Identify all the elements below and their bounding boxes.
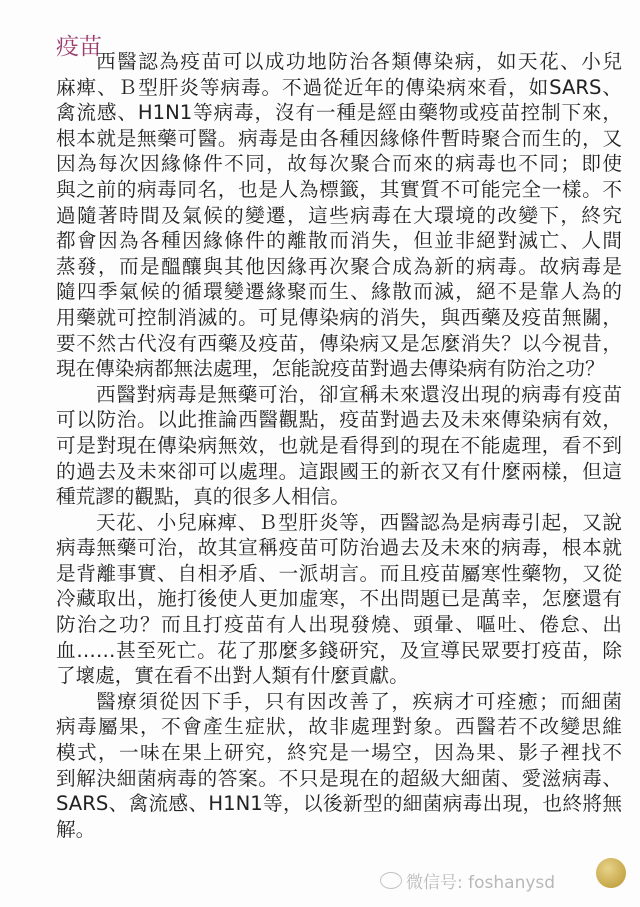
logo-badge <box>596 858 626 888</box>
wechat-icon <box>380 872 402 889</box>
text-line: 了壞處，實在看不出對人類有什麼貢獻。 <box>56 664 409 688</box>
text-line: 與之前的病毒同名，也是人為標籤，其實質不可能完全一樣。不 <box>56 177 622 201</box>
text-line: 醫療須從因下手，只有因改善了，疾病才可痊癒；而細菌 <box>96 689 622 713</box>
text-line: 西醫認為疫苗可以成功地防治各類傳染病，如天花、小兒 <box>96 50 622 73</box>
text-line: 西醫對病毒是無藥可治，卻宣稱未來還沒出現的病毒有疫苗 <box>96 382 622 406</box>
text-line: 現在傳染病都無法處理，怎能說疫苗對過去傳染病有防治之功？ <box>56 357 605 381</box>
watermark <box>380 868 555 893</box>
text-line: 冷藏取出，施打後使人更加虛寒，不出問題已是萬幸，怎麼還有 <box>56 587 622 611</box>
text-line: 病毒屬果，不會產生症狀，故非處理對象。西醫若不改變思維 <box>56 715 622 739</box>
text-line: 防治之功？而且打疫苗有人出現發燒、頭暈、嘔吐、倦怠、出 <box>56 613 622 637</box>
text-line: 過隨著時間及氣候的變遷，這些病毒在大環境的改變下，終究 <box>56 203 622 227</box>
text-line: 的過去及未來卻可以處理。這跟國王的新衣又有什麼兩樣，但這 <box>56 459 622 483</box>
text-line: 蒸發，而是醞釀與其他因緣再次聚合成為新的病毒。故病毒是 <box>56 254 622 278</box>
text-line: 隨四季氣候的循環變遷緣聚而生、緣散而滅，絕不是靠人為的 <box>56 280 622 304</box>
text-line: 都會因為各種因緣條件的離散而消失，但並非絕對滅亡、人間 <box>56 229 622 253</box>
article-body <box>56 49 622 842</box>
text-line: 病毒無藥可治，故其宣稱疫苗可防治過去及未來的病毒，根本就 <box>56 536 622 560</box>
text-line: 解。 <box>56 817 96 841</box>
text-line: SARS、禽流感、H1N1等，以後新型的細菌病毒出現，也終將無 <box>56 792 622 816</box>
text-line: 禽流感、H1N1等病毒，沒有一種是經由藥物或疫苗控制下來， <box>56 101 622 125</box>
text-line: 因為每次因緣條件不同，故每次聚合而來的病毒也不同；即使 <box>56 152 622 176</box>
watermark-text: 微信号: foshanysd <box>406 873 556 893</box>
text-line: 可是對現在傳染病無效，也就是看得到的現在不能處理，看不到 <box>56 433 622 457</box>
text-line: 是背離事實、自相矛盾、一派胡言。而且疫苗屬寒性藥物，又從 <box>56 561 622 585</box>
text-line: 血……甚至死亡。花了那麼多錢研究，及宣導民眾要打疫苗，除 <box>56 638 622 662</box>
text-line: 用藥就可控制消滅的。可見傳染病的消失，與西藥及疫苗無關， <box>56 305 622 329</box>
text-line: 可以防治。以此推論西醫觀點，疫苗對過去及未來傳染病有效， <box>56 408 622 432</box>
text-line: 根本就是無藥可醫。病毒是由各種因緣條件暫時聚合而生的，又 <box>56 126 622 150</box>
text-line: 天花、小兒麻痺、Ｂ型肝炎等，西醫認為是病毒引起，又說 <box>96 510 622 534</box>
text-line: 種荒謬的觀點，真的很多人相信。 <box>56 485 350 509</box>
text-line: 麻痺、Ｂ型肝炎等病毒。不過從近年的傳染病來看，如SARS、 <box>56 75 622 99</box>
text-line: 模式，一味在果上研究，終究是一場空，因為果、影子裡找不 <box>56 741 622 765</box>
text-line: 要不然古代沒有西藥及疫苗，傳染病又是怎麼消失？以今視昔， <box>56 331 622 355</box>
section-title: 疫苗 <box>56 34 102 60</box>
text-line: 到解決細菌病毒的答案。不只是現在的超級大細菌、愛滋病毒、 <box>56 766 622 790</box>
